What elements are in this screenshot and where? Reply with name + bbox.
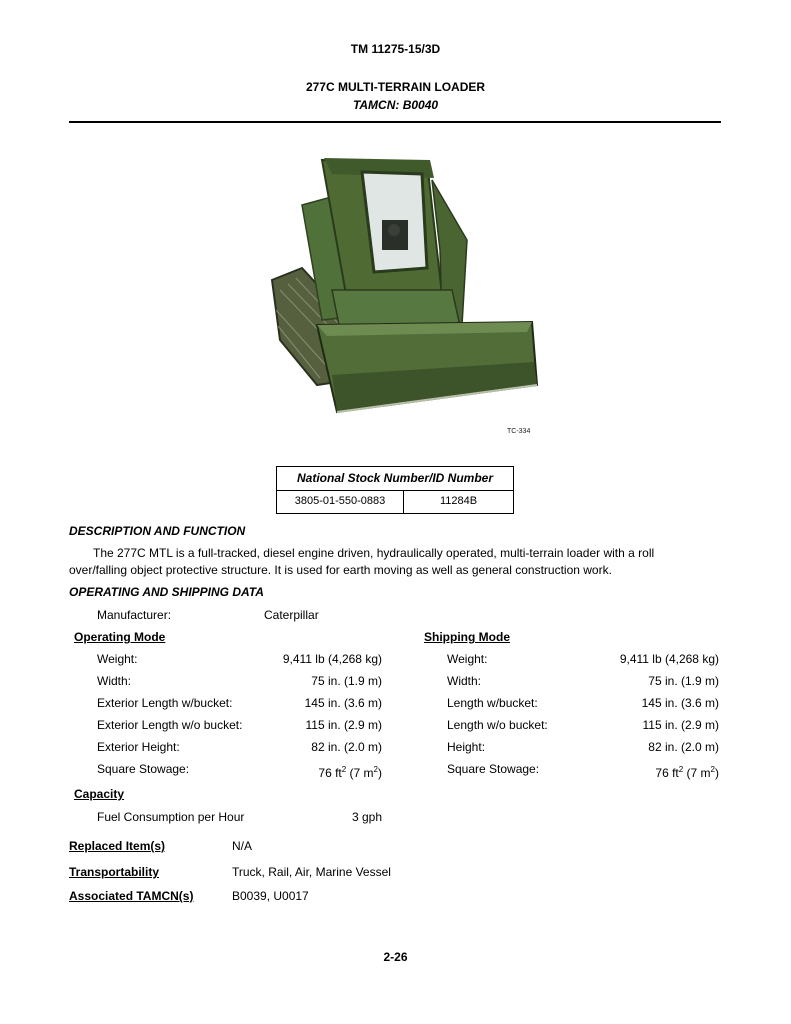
op-label: Weight: bbox=[97, 652, 138, 666]
loader-photo bbox=[262, 150, 542, 425]
description-heading: DESCRIPTION AND FUNCTION bbox=[69, 524, 246, 538]
ship-label: Length w/bucket: bbox=[447, 696, 538, 710]
ship-value: 9,411 lb (4,268 kg) bbox=[619, 652, 719, 666]
assoc-label: Associated TAMCN(s) bbox=[69, 889, 194, 903]
op-value: 75 in. (1.9 m) bbox=[311, 674, 382, 688]
nsn-table-row bbox=[277, 491, 513, 513]
operating-mode-heading: Operating Mode bbox=[74, 630, 166, 644]
replaced-value: N/A bbox=[232, 839, 253, 853]
fuel-value: 3 gph bbox=[351, 810, 382, 824]
description-line-1: The 277C MTL is a full-tracked, diesel engine driven, hydraulically operated, multi-terrain loader with a roll bbox=[93, 546, 655, 560]
ship-value: 82 in. (2.0 m) bbox=[648, 740, 719, 754]
page-title: 277C MULTI-TERRAIN LOADER bbox=[305, 80, 486, 94]
nsn-table-heading: National Stock Number/ID Number bbox=[277, 467, 513, 491]
stowage-sup: 2 bbox=[710, 765, 715, 774]
op-value: 115 in. (2.9 m) bbox=[305, 718, 382, 732]
ship-label: Weight: bbox=[447, 652, 488, 666]
stowage-m: (7 m bbox=[346, 766, 374, 780]
ship-stowage-value bbox=[560, 765, 719, 780]
ship-value: 75 in. (1.9 m) bbox=[648, 674, 719, 688]
assoc-value: B0039, U0017 bbox=[232, 889, 309, 903]
op-label: Width: bbox=[97, 674, 132, 688]
tamcn-code: TAMCN: B0040 bbox=[352, 98, 439, 112]
fuel-label: Fuel Consumption per Hour bbox=[97, 810, 245, 824]
ship-label: Length w/o bucket: bbox=[447, 718, 548, 732]
id-number-cell: 11284B bbox=[439, 495, 478, 507]
stowage-sup: 2 bbox=[373, 765, 378, 774]
replaced-label: Replaced Item(s) bbox=[69, 839, 166, 853]
manufacturer-value: Caterpillar bbox=[264, 608, 319, 622]
stowage-ft: 76 ft bbox=[655, 766, 679, 780]
op-value: 145 in. (3.6 m) bbox=[304, 696, 382, 710]
document-id: TM 11275-15/3D bbox=[350, 42, 441, 56]
op-label: Exterior Length w/o bucket: bbox=[97, 718, 243, 732]
ship-label: Width: bbox=[447, 674, 482, 688]
shipping-mode-heading: Shipping Mode bbox=[424, 630, 510, 644]
transport-label: Transportability bbox=[69, 865, 160, 879]
ship-value: 115 in. (2.9 m) bbox=[642, 718, 719, 732]
transport-value: Truck, Rail, Air, Marine Vessel bbox=[232, 865, 391, 879]
ship-label: Square Stowage: bbox=[447, 762, 540, 776]
manufacturer-label: Manufacturer: bbox=[97, 608, 172, 622]
op-label: Exterior Length w/bucket: bbox=[97, 696, 233, 710]
ship-label: Height: bbox=[447, 740, 486, 754]
stowage-close: ) bbox=[715, 766, 719, 780]
operating-heading: OPERATING AND SHIPPING DATA bbox=[69, 585, 264, 599]
stowage-sup: 2 bbox=[341, 765, 347, 774]
op-label: Square Stowage: bbox=[97, 762, 190, 776]
op-value: 82 in. (2.0 m) bbox=[311, 740, 382, 754]
capacity-heading: Capacity bbox=[74, 787, 125, 801]
stowage-close: ) bbox=[378, 766, 382, 780]
header-rule bbox=[69, 121, 721, 123]
description-line-2: over/falling object protective structure. It is used for earth moving as well as general construction work. bbox=[69, 563, 612, 577]
stowage-sup: 2 bbox=[678, 765, 684, 774]
ship-value: 145 in. (3.6 m) bbox=[641, 696, 719, 710]
page-number: 2-26 bbox=[383, 950, 408, 964]
op-stowage-value bbox=[230, 765, 382, 780]
stowage-m: (7 m bbox=[683, 766, 711, 780]
figure-code: TC-334 bbox=[507, 428, 531, 435]
nsn-cell: 3805-01-550-0883 bbox=[277, 491, 404, 513]
op-label: Exterior Height: bbox=[97, 740, 180, 754]
nsn-table bbox=[276, 466, 514, 514]
stowage-ft: 76 ft bbox=[318, 766, 342, 780]
op-value: 9,411 lb (4,268 kg) bbox=[282, 652, 382, 666]
